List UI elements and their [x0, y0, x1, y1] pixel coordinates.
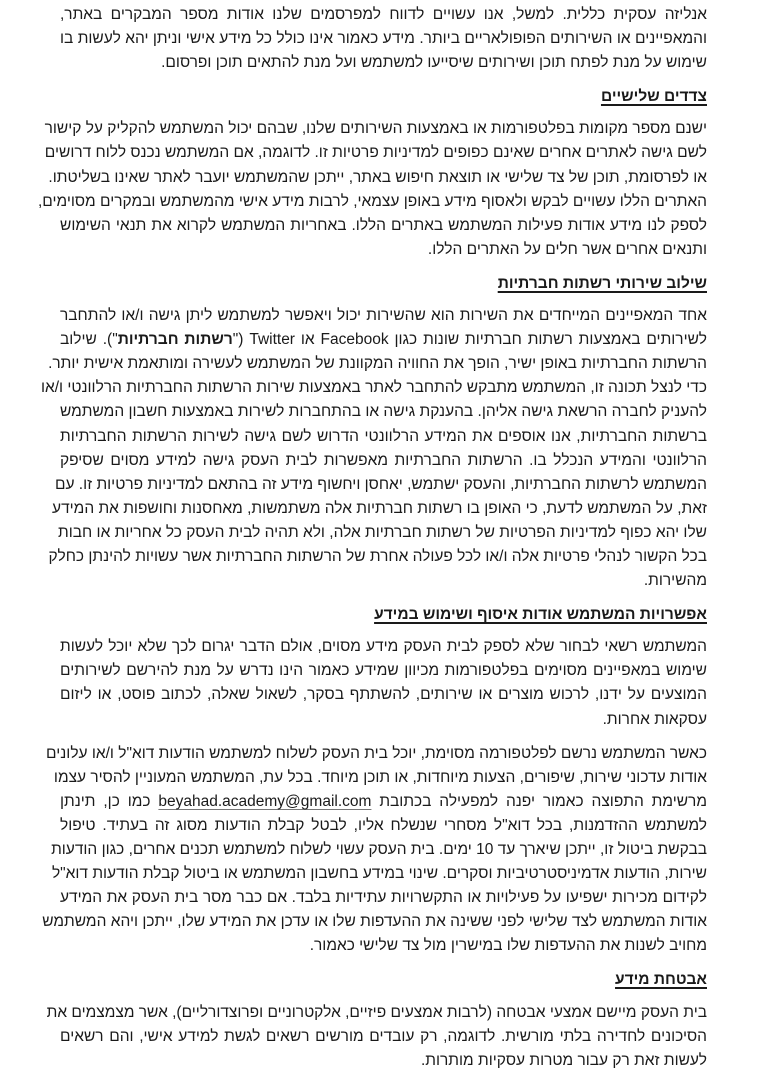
text-fragment: "). שילוב [60, 331, 118, 349]
text-line: לשם גישה לאתרים אחרים שאינם כפופים למדיניות פרטיות זו. לדוגמה, אם המשתמש נכנס ללוח דרושים [44, 144, 707, 162]
text-line: המוצעים על ידנו, לרכוש מוצרים או שירותים, להשתתף בסקר, לשאול שאלה, לכתוב פוסט, או ליזום [60, 686, 707, 704]
text-line: מחויב לשנות את ההעדפות שלו במישרין מול צד שלישי כאמור. [309, 937, 707, 955]
contact-email-link[interactable]: beyahad.academy@gmail.com [158, 792, 372, 810]
text-line: שימוש על מנת לפתח תוכן ושירותים שיסייעו למשתמש ועל מנת להתאים תוכן ופרסום. [161, 54, 707, 72]
information-security-paragraph [46, 1001, 707, 1073]
text-line: אודות עדכוני שירות, שיפורים, הצעות מיוחדות, או תוכן מיוחד. בכל עת, המשתמש המעוניין להסיר עצמו [53, 768, 707, 786]
text-line: שירות, הודעות אדמיניסטרטיביות וסקרים. שינוי במידע בחשבון המשתמש או ביטול קבלת הודעות דוא"ל [51, 865, 707, 883]
text-line: שימוש במאפיינים מסוימים בפלטפורמות מכיוון שמידע כאמור הינו נדרש על מנת להירשם לשירותים [60, 662, 707, 680]
section-heading-user-options: אפשרויות המשתמש אודות איסוף ושימוש במידע [374, 606, 707, 624]
user-options-paragraph-1 [60, 635, 707, 731]
text-fragment: לשירותים באמצעות רשתות חברתיות שונות כגון [394, 331, 707, 349]
text-line: שלו יהא כפוף למדיניות הפרטיות של רשתות חברתיות אלה, ולא תהיה לבית העסק כל אחריות או חבות [58, 523, 707, 541]
user-options-paragraph-2 [42, 742, 707, 959]
text-line: ברשתות החברתיות, אנו אוספים את המידע הרלוונטי הדרוש לשם גישה לשירות הרשתות החברתיות [60, 427, 707, 445]
text-line: אחד המאפיינים המייחדים את השירות הוא שהשירות יכול ויאפשר למשתמש ליתן גישה ו/או להתחבר [60, 307, 707, 325]
section-heading-third-parties: צדדים שלישיים [600, 88, 707, 106]
intro-paragraph [60, 3, 707, 75]
text-line [60, 328, 707, 352]
text-line: הרשתות החברתיות באופן ישיר, הופך את החוויה המקוונת של המשתמש לעשירה ומותאמת אישית יותר. [48, 355, 707, 373]
text-line: ישנם מספר מקומות בפלטפורמות או באמצעות השירותים שלנו, שבהם יכול המשתמש להקליק על קישור [44, 120, 707, 138]
text-line: בית העסק מיישם אמצעי אבטחה (לרבות אמצעים פיזיים, אלקטרוניים ופרוצדורליים), אשר מצמצמים את [46, 1003, 707, 1021]
section-heading-social-networks: שילוב שירותי רשתות חברתיות [497, 274, 707, 292]
text-line: לעשות זאת רק עבור מטרות עסקיות מותרות. [420, 1051, 707, 1069]
text-line: בבקשת ביטול זו, ייתכן שיארך עד 10 ימים. בית העסק עשוי לשלוח למשתמש תכנים אחרים, כגון הודעות [51, 841, 707, 858]
facebook-mention: Facebook [320, 331, 389, 349]
text-fragment: כמו כן, תינתן [60, 792, 151, 810]
text-line: כאשר המשתמש נרשם לפלטפורמה מסוימת, יוכל בית העסק לשלוח למשתמש הודעות דוא"ל ו/או עלונים [46, 744, 707, 762]
text-fragment: מרשימת התפוצה כאמור יפנה למפעילה בכתובת [379, 792, 707, 810]
text-line: המשתמש רשאי לבחור שלא לספק לבית העסק מידע מסוים, אולם הדבר יגרום לכך שלא יוכל לעשות [60, 638, 707, 656]
twitter-mention: Twitter [249, 331, 295, 349]
third-parties-paragraph [37, 117, 707, 262]
text-line: המשתמש לרשתות החברתיות, והעסק ישתמש, יאחסן ויחשוף מידע זה בהתאם למדיניות פרטיות זו. עם [54, 475, 707, 493]
text-line: והמאפיינים או השירותים הפופולאריים ביותר. מידע כאמור אינו כולל כל מידע אישי וניתן יהא לעשות בו [60, 30, 707, 48]
text-line: הסיכונים לחדירה בלתי מורשית. לדוגמה, רק עובדים מורשים רשאים לגשת למידע אישי, והם רשאים [60, 1027, 707, 1045]
text-line: ותנאים אחרים אשר חלים על האתרים הללו. [427, 240, 707, 258]
section-heading-information-security: אבטחת מידע [615, 971, 707, 989]
text-line [60, 790, 707, 814]
text-line: להעניק לחברה הרשאת גישה אליהן. בהענקת גישה או בהתחברות לשירות באמצעות חשבון המשתמש [60, 403, 707, 421]
social-networks-term: רשתות חברתיות [117, 331, 233, 349]
text-line: זאת, על המשתמש לדעת, כי האופן בו רשתות חברתיות אלה משתמשות, מאחסנות וחושפות את המידע [52, 499, 707, 517]
text-line: לספק לנו מידע אודות פעילות המשתמש באתרים הללו. באחריות המשתמש לקרוא את תנאי השימוש [60, 216, 707, 234]
text-line: לקידום מכירות ישפיעו על פעילויות או התקשרויות עתידיות בלבד. אם כבר מסר בית העסק את המידע [60, 889, 707, 907]
text-line: אנליזה עסקית כללית. למשל, אנו עשויים לדווח למפרסמים שלנו אודות מספר המבקרים באתר, [60, 6, 707, 23]
text-line: או לפרסומת, תוכן של צד שלישי או תוצאת חיפוש באתר, ייתכן שהמשתמש יועבר לאתר שאינו בשליטתו. [48, 168, 707, 186]
text-fragment: (" [232, 331, 244, 349]
text-line: האתרים הללו עשויים לבקש ולאסוף מידע באופן עצמאי, לרבות מידע אישי מהמשתמש ובמקרים מסוימים, [37, 192, 707, 210]
text-line: למשתמש ההזדמנות, בכל דוא"ל מסחרי שנשלח אליו, לבטל קבלת הודעות מסוג זה בעתיד. טיפול [60, 816, 707, 834]
social-networks-paragraph [40, 304, 707, 593]
text-line: בכל הקשור לנהלי פרטיות אלה ו/או לכל פעולה אחרת של הרשתות החברתיות אשר עשויות להינתן כחלק [48, 547, 707, 565]
text-line: מהשירות. [643, 572, 707, 590]
text-line: עסקאות אחרות. [602, 710, 707, 728]
text-fragment: או [300, 331, 315, 349]
text-line: הרלוונטי והמידע הנכלל בו. הרשתות החברתיות מאפשרות לבית העסק גישה למידע מסוים שסיפק [60, 451, 707, 469]
privacy-policy-document [37, 3, 707, 1083]
text-line: כדי לנצל תכונה זו, המשתמש מתבקש להתחבר לאתר באמצעות שירות הרשתות החברתיות הרלוונטי ו/או [40, 379, 707, 397]
text-line: אודות המשתמש לצד שלישי לפני ששינה את ההעדפות שלו או עדכן את המידע שלו, ייתכן ויהא המשתמש [42, 913, 707, 931]
